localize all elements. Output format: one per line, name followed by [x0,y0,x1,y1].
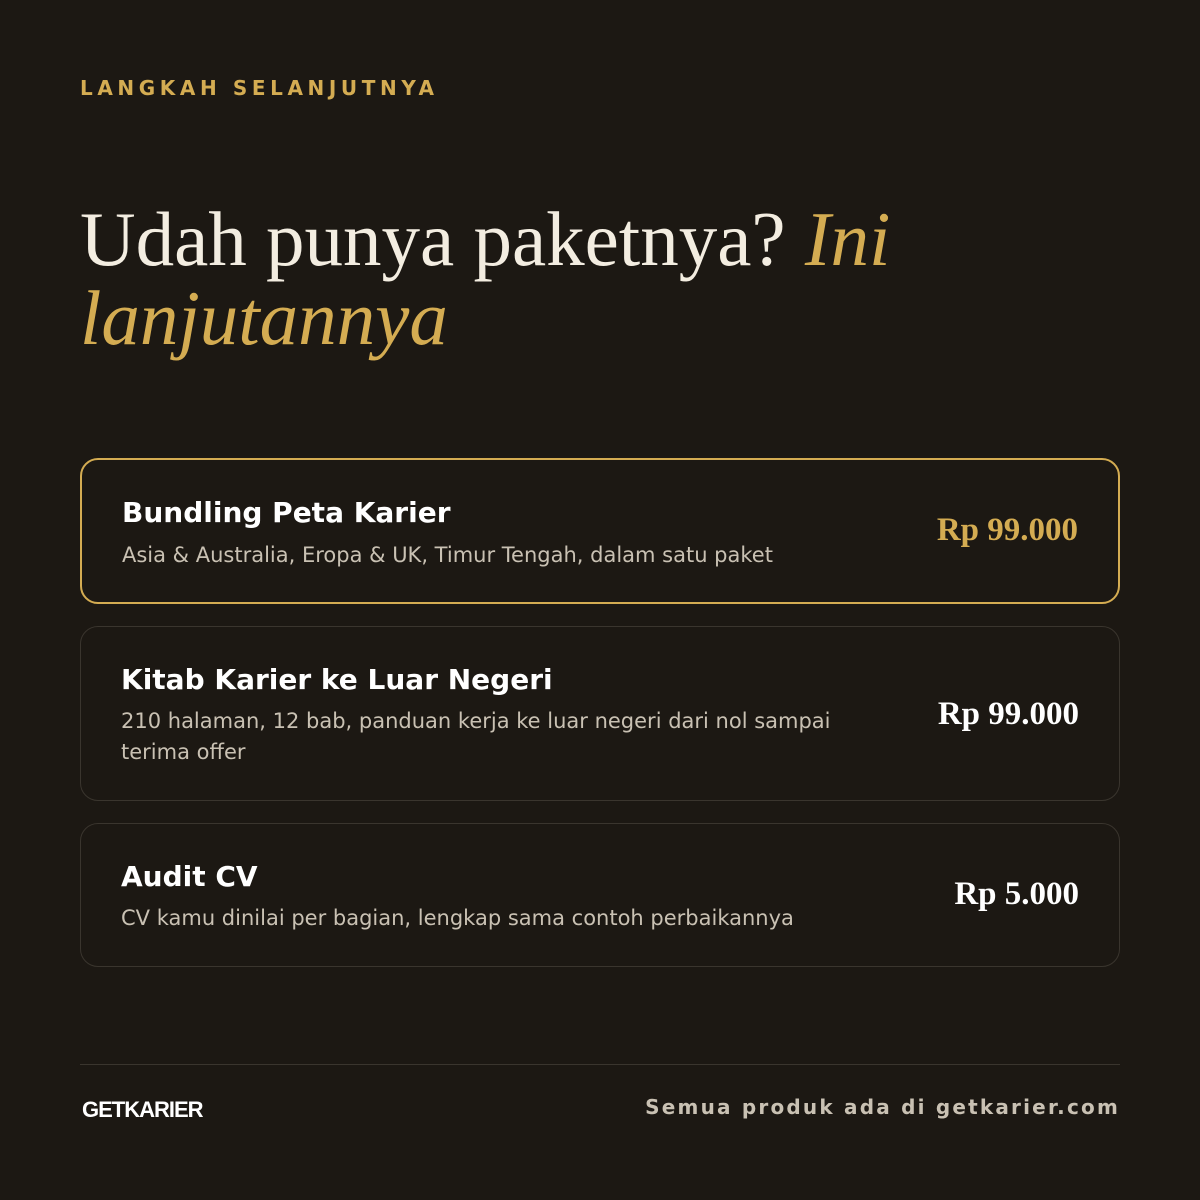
product-price: Rp 99.000 [936,512,1078,548]
product-description: CV kamu dinilai per bagian, lengkap sama contoh perbaikannya [121,906,794,930]
product-card-kitab-karier[interactable] [80,626,1120,801]
product-description: Asia & Australia, Eropa & UK, Timur Tengah, dalam satu paket [122,543,773,567]
product-card-bundling-peta-karier[interactable] [80,458,1120,604]
product-name: Kitab Karier ke Luar Negeri [121,663,553,696]
product-price: Rp 99.000 [937,696,1079,732]
section-eyebrow: LANGKAH SELANJUTNYA [80,76,439,100]
product-name: Audit CV [121,860,258,893]
brand-logo[interactable]: GETKARIER [82,1097,203,1122]
footer-divider [80,1064,1120,1065]
headline-main: Udah punya paketnya? [80,196,786,282]
page-title [80,196,1120,361]
footer-note: Semua produk ada di getkarier.com [645,1095,1120,1119]
product-price: Rp 5.000 [954,876,1079,912]
headline-accent: Ini lanjutannya [80,196,891,361]
product-description: 210 halaman, 12 bab, panduan kerja ke luar negeri dari nol sampai terima offer [121,709,831,764]
product-card-audit-cv[interactable] [80,823,1120,967]
product-name: Bundling Peta Karier [122,496,451,529]
